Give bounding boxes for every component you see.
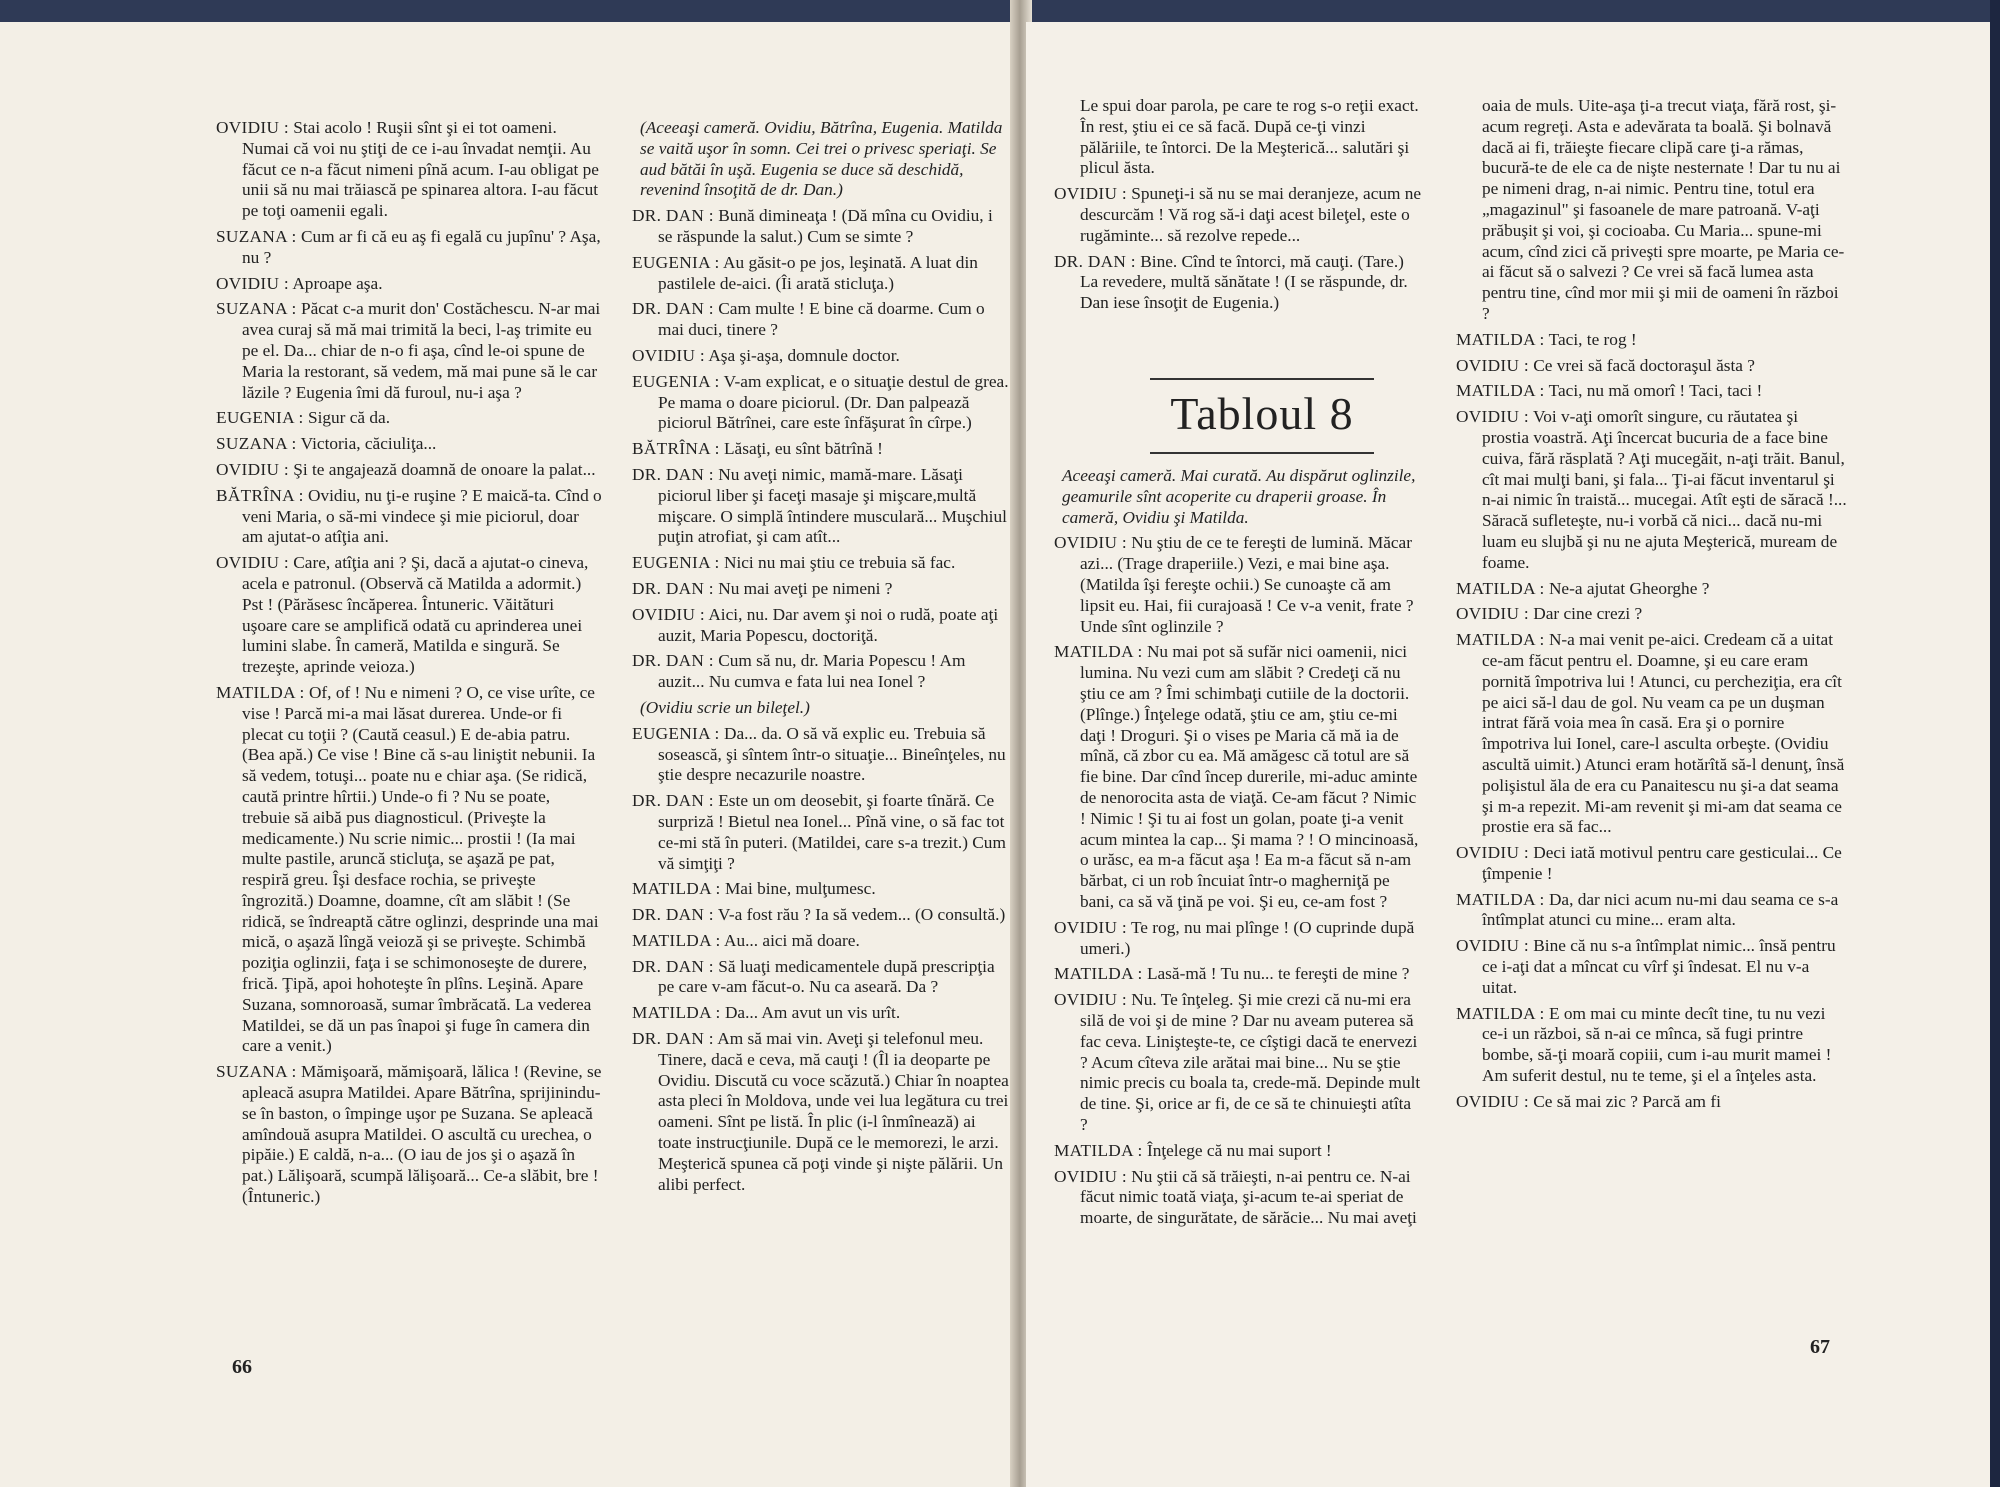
speaker-name: DR. DAN : [632, 791, 714, 811]
dialogue-line [1054, 184, 1422, 246]
dialogue-line [1456, 890, 1848, 932]
speaker-name: SUZANA : [216, 299, 297, 319]
speaker-name: OVIDIU : [1456, 355, 1529, 375]
speaker-name: OVIDIU : [1456, 604, 1529, 624]
dialogue-line [1456, 407, 1848, 573]
dialogue-text: Taci, nu mă omorî ! Taci, taci ! [1544, 381, 1763, 401]
speaker-name: MATILDA : [1456, 889, 1545, 909]
dialogue-text: Da... da. O să vă explic eu. Trebuia să sosească, şi sîntem într-o situaţie... Bineînţeles, nu ştie despre necazurile noastre. [658, 723, 1006, 785]
speaker-name: DR. DAN : [632, 578, 714, 598]
speaker-name: DR. DAN : [632, 206, 714, 226]
dialogue-text: Spuneţi-i să nu se mai deranjeze, acum ne descurcăm ! Vă rog să-i daţi acest bileţel, este o rugăminte... să rezolve repede... [1080, 184, 1422, 245]
dialogue-text: Nici nu mai ştiu ce trebuia să fac. [719, 553, 956, 573]
dialogue-line [632, 299, 1010, 341]
speaker-name: BĂTRÎNA : [216, 485, 304, 505]
dialogue-text: Da... Am avut un vis urît. [720, 1003, 901, 1023]
speaker-name: OVIDIU : [1456, 1091, 1529, 1111]
dialogue-text: Dar cine crezi ? [1528, 604, 1643, 624]
dialogue-line [632, 957, 1010, 999]
speaker-name: DR. DAN : [632, 651, 714, 671]
dialogue-line [216, 486, 602, 548]
dialogue-text: Deci iată motivul pentru care gesticulai... Ce ţîmpenie ! [1482, 843, 1842, 883]
speaker-name: OVIDIU : [1054, 533, 1127, 553]
speaker-name: SUZANA : [216, 434, 297, 454]
dialogue-line [632, 879, 1010, 900]
dialogue-text: Of, of ! Nu e nimeni ? O, ce vise urîte, ce vise ! Parcă mi-a mai lăsat durerea. Unde-or fi plecat cu toţii ? (Caută ceasul.) E de-abia patru. (Bea apă.) Ce vise ! Bine că s-au liniştit nebunii. Ia să vedem, totuşi... poate nu e chiar aşa. (Se ridică, caută printre hîrtii.) Unde-o fi ? Nu se poate, trebuie să aibă pus diagnosticul. (Priveşte la medicamente.) Nu scrie nimic... prostii ! (Ia mai multe pastile, aruncă sticluţa, se aşază pe pat, respiră greu. Îşi desface rochia, se priveşte îngrozită.) Doamne, doamne, cît am slăbit ! (Se ridică, se îndreaptă către oglinzi, desprinde una mai mică, o aşază lîngă veioză şi se priveşte. Schimbă poziţia oglinzii, faţa i se schimonoseşte de durere, frică. Ţipă, apoi hohoteşte în plîns. Leşină. Apare Suzana, somnoroasă, sumar îmbrăcată. La vederea Matildei, se dă un pas înapoi şi fuge în camera din care a venit.) [242, 682, 599, 1056]
speaker-name: DR. DAN : [632, 905, 714, 925]
speaker-name: MATILDA : [1456, 381, 1545, 401]
speaker-name: EUGENIA : [632, 371, 720, 391]
dialogue-text: Să luaţi medicamentele după prescripţia pe care v-am făcut-o. Nu ca aseară. Da ? [658, 956, 995, 997]
speaker-name: DR. DAN : [632, 1029, 714, 1049]
dialogue-line [1054, 533, 1422, 637]
dialogue-line [1456, 604, 1848, 625]
dialogue-line [216, 408, 602, 429]
dialogue-text: Mai bine, mulţumesc. [720, 879, 876, 899]
speaker-name: MATILDA : [1054, 642, 1143, 662]
dialogue-text: Aici, nu. Dar avem şi noi o rudă, poate aţi auzit, Maria Popescu, doctoriţă. [658, 604, 999, 645]
dialogue-text: Cam multe ! E bine că doarme. Cum o mai duci, tinere ? [658, 299, 985, 340]
dialogue-line [632, 553, 1010, 574]
dialogue-text: Bine că nu s-a întîmplat nimic... însă pentru ce i-aţi dat a mîncat cu vîrf şi îndesat. El nu v-a uitat. [1482, 936, 1836, 997]
dialogue-text: Am să mai vin. Aveţi şi telefonul meu. Tinere, dacă e ceva, mă cauţi ! (Îl ia deoparte pe Ovidiu. Discută cu voce scăzută.) Chiar în noaptea asta pleci în Moldova, unde vei lua legătura cu trei oameni. Sînt pe listă. În plic (i-l înmînează) ai toate instrucţiunile. După ce le memorezi, le arzi. Meşterică spunea că poţi vinde şi nişte pălării. Un alibi perfect. [658, 1029, 1009, 1194]
dialogue-line [1456, 356, 1848, 377]
right-page-column-2 [1456, 96, 1848, 1118]
speaker-name: EUGENIA : [632, 723, 720, 743]
dialogue-text: Cum ar fi că eu aş fi egală cu jupînu' ? Aşa, nu ? [242, 226, 601, 267]
continued-line: Le spui doar parola, pe care te rog s-o reţii exact. În rest, ştiu ei ce să facă. După ce-ţi vinzi pălăriile, te întorci. De la Meşterică... salutări şi plicul ăsta. [1080, 96, 1419, 178]
speaker-name: OVIDIU : [632, 604, 705, 624]
dialogue-text: Nu mai pot să sufăr nici oamenii, nici lumina. Nu vezi cum am slăbit ? Credeţi că nu ştiu ce am ? Îmi schimbaţi cutiile de la doctorii. (Plînge.) Înţelege odată, ştiu ce am, ştiu ce-mi daţi ! Droguri. Şi o vises pe Maria că mă ia de mînă, că zbor cu ea. Mă amăgesc că totul are să fie bine. Dar cînd încep durerile, mi-aduc aminte de nenorocita asta de viaţă. Ce-am făcut ? Nimic ! Nimic ! Şi tu ai fost un golan, poate ţi-a venit acum mintea la cap... Şi mama ? ! O mincinoasă, o urăsc, ea m-a făcut aşa ! Ea m-a făcut să n-am bărbat, ci un rob încuiat într-o magherniţă pe bani, ca să vă ţină pe voi. Şi eu, ce-am fost ? [1080, 642, 1419, 911]
dialogue-line [1054, 918, 1422, 960]
speaker-name: OVIDIU : [216, 118, 289, 137]
dialogue-text: Au găsit-o pe jos, leşinată. A luat din pastilele de-aici. (Îi arată sticluţa.) [658, 252, 978, 293]
right-page-column-1-top [1054, 96, 1422, 319]
dialogue-line [216, 1062, 602, 1208]
dialogue-text: Taci, te rog ! [1544, 329, 1637, 349]
dialogue-text: E om mai cu minte decît tine, tu nu vezi ce-i un război, să n-ai ce mînca, să fugi printre bombe, să-ţi moară copiii, cum i-au murit mamei ! Am suferit destul, nu te teme, şi el a înţeles asta. [1482, 1003, 1832, 1086]
stage-direction: (Ovidiu scrie un bileţel.) [640, 697, 810, 717]
dialogue-line [1054, 252, 1422, 314]
dialogue-line [1456, 579, 1848, 600]
speaker-name: MATILDA : [1054, 964, 1143, 984]
speaker-name: OVIDIU : [216, 459, 289, 479]
dialogue-text: Da, dar nici acum nu-mi dau seama ce s-a întîmplat atunci cu mine... eram alta. [1482, 889, 1839, 930]
dialogue-text: Victoria, căciuliţa... [296, 434, 437, 454]
dialogue-text: Mămişoară, mămişoară, lălica ! (Revine, se apleacă asupra Matildei. Apare Bătrîna, sprijinindu-se în baston, o împinge uşor pe Suzana. Se apleacă amîndouă asupra Matildei. O ascultă cu urechea, o pipăie.) E caldă, n-a... (O iau de jos şi o aşază în pat.) Lălişoară, scumpă lălişoară... Ce-a slăbit, bre ! (Întuneric.) [242, 1062, 602, 1207]
speaker-name: OVIDIU : [1054, 1166, 1127, 1186]
left-page-column-2 [632, 118, 1010, 1200]
dialogue-line [216, 299, 602, 403]
speaker-name: SUZANA : [216, 226, 297, 246]
speaker-name: MATILDA : [1456, 578, 1545, 598]
dialogue-text: Bine. Cînd te întorci, mă cauţi. (Tare.) La revedere, multă sănătate ! (I se răspunde, dr. Dan iese însoţit de Eugenia.) [1080, 251, 1408, 313]
stage-direction: Aceeaşi cameră. Mai curată. Au dispărut oglinzile, geamurile sînt acoperite cu draperii groase. În cameră, Ovidiu şi Matilda. [1062, 466, 1416, 527]
dialogue-line [632, 579, 1010, 600]
dialogue-text: Ce să mai zic ? Parcă am fi [1528, 1091, 1721, 1111]
dialogue-text: Nu aveţi nimic, mamă-mare. Lăsaţi piciorul liber şi faceţi masaje şi mişcare,multă mişcare. O simplă întindere musculară... Muşchiul puţin atrofiat, şi cam atît... [658, 464, 1007, 547]
dialogue-line [632, 1003, 1010, 1024]
dialogue-text: Sigur că da. [303, 408, 391, 428]
speaker-name: DR. DAN : [632, 299, 714, 319]
dialogue-line [632, 651, 1010, 693]
speaker-name: OVIDIU : [1456, 936, 1529, 956]
speaker-name: MATILDA : [1456, 1003, 1545, 1023]
dialogue-text: Ovidiu, nu ţi-e ruşine ? E maică-ta. Cînd o veni Maria, o să-mi vindece şi mie piciorul, doar am ajutat-o atîţia ani. [242, 485, 602, 547]
speaker-name: MATILDA : [216, 682, 305, 702]
speaker-name: MATILDA : [632, 1003, 721, 1023]
speaker-name: MATILDA : [632, 879, 721, 899]
dialogue-text: Stai acolo ! Ruşii sînt şi ei tot oameni. Numai că voi nu ştiţi de ce i-au învadat nemţii. Au făcut ce n-a făcut nimeni pînă acum. I-au obligat pe unii să nu mai trăiască pe spinarea altora. I-au făcut pe toţi oamenii egali. [242, 118, 599, 221]
dialogue-text: Înţelege că nu mai suport ! [1142, 1140, 1332, 1160]
speaker-name: DR. DAN : [1054, 251, 1136, 271]
speaker-name: OVIDIU : [632, 345, 705, 365]
dialogue-text: Te rog, nu mai plînge ! (O cuprinde după umeri.) [1080, 917, 1415, 958]
dialogue-text: V-a fost rău ? Ia să vedem... (O consultă.) [713, 905, 1006, 925]
stage-direction: (Aceeaşi cameră. Ovidiu, Bătrîna, Eugenia. Matilda se vaită uşor în somn. Cei trei o privesc speriaţi. Se aud bătăi în uşă. Eugenia se duce să deschidă, revenind însoţită de dr. Dan.) [640, 118, 1003, 200]
dialogue-text: Voi v-aţi omorît singure, cu răutatea şi prostia voastră. Aţi încercat bucuria de a face bine cuiva, fără răsplată ? Aţi mucegăit, n-aţi trăit. Banul, cît mai mulţi bani, şi fala... Ţi-ai făcut inventarul şi n-ai nimic în traistă... mucegai. Atît eşti de săracă !... Săracă sufleteşte, nu-i vorbă că nici... dacă nu-mi luam eu slujbă şi nu ne ajuta Meşterică, muream de foame. [1482, 407, 1847, 572]
dialogue-text: Păcat c-a murit don' Costăchescu. N-ar mai avea curaj să mă mai trimită la beci, l-aş trimite eu pe el. Da... chiar de n-o fi aşa, cînd le-oi spune de Maria la restorant, să vedem, mă mai pune să le car lăzile ? Eugenia îmi dă furoul, nu-i aşa ? [242, 299, 601, 402]
scene-title: Tabloul 8 [1170, 388, 1354, 439]
dialogue-line [1456, 843, 1848, 885]
speaker-name: MATILDA : [632, 930, 721, 950]
speaker-name: DR. DAN : [632, 956, 714, 976]
dialogue-line [1054, 964, 1422, 985]
speaker-name: MATILDA : [1456, 329, 1545, 349]
dialogue-line [632, 724, 1010, 786]
dialogue-text: Nu ştiu de ce te fereşti de lumină. Măcar azi... (Trage draperiile.) Vezi, e mai bine aşa. (Matilda îşi fereşte ochii.) Se cunoaşte că am lipsit eu. Hai, fii curajoasă ! Ce v-a venit, frate ? Unde sînt oglinzile ? [1080, 533, 1414, 636]
dialogue-text: Care, atîţia ani ? Şi, dacă a ajutat-o cineva, acela e patronul. (Observă că Matilda a adormit.) Pst ! (Părăsesc încăperea. Întuneric. Văitături uşoare care se amplifică odată cu aprinderea unei lumini slabe. În cameră, Matilda e singură. Se trezeşte, aprinde veioza.) [242, 553, 589, 677]
dialogue-line [216, 460, 602, 481]
dialogue-line [632, 465, 1010, 548]
dialogue-text: Au... aici mă doare. [720, 930, 860, 950]
dialogue-line [632, 1029, 1010, 1195]
page-number-left: 66 [232, 1356, 252, 1378]
dialogue-text: Bună dimineaţa ! (Dă mîna cu Ovidiu, i se răspunde la salut.) Cum se simte ? [658, 206, 993, 246]
speaker-name: BĂTRÎNA : [632, 439, 720, 459]
dialogue-line [1456, 330, 1848, 351]
dialogue-text: Lasă-mă ! Tu nu... te fereşti de mine ? [1142, 964, 1410, 984]
speaker-name: EUGENIA : [632, 553, 720, 573]
dialogue-line [632, 253, 1010, 295]
dialogue-line [1456, 1004, 1848, 1087]
speaker-name: OVIDIU : [1054, 917, 1127, 937]
dialogue-line [632, 439, 1010, 460]
dialogue-line [216, 274, 602, 295]
dialogue-line [1054, 1167, 1422, 1229]
dialogue-text: Nu ştii că să trăieşti, n-ai pentru ce. N-ai făcut nimic toată viaţa, şi-acum te-ai speriat de moarte, de singurătate, de sărăcie... Nu mai aveţi [1080, 1166, 1417, 1228]
dialogue-line [1054, 642, 1422, 912]
dialogue-line [632, 346, 1010, 367]
speaker-name: EUGENIA : [216, 408, 304, 428]
dialogue-text: Este un om deosebit, şi foarte tînără. Ce surpriză ! Bietul nea Ionel... Pînă vine, o să fac tot ce-mi stă în puteri. (Matildei, care s-a trezit.) Cum vă simţiţi ? [658, 791, 1006, 873]
dialogue-line [1456, 936, 1848, 998]
speaker-name: OVIDIU : [216, 273, 289, 293]
dialogue-text: Cum să nu, dr. Maria Popescu ! Am auzit... Nu cumva e fata lui nea Ionel ? [658, 651, 966, 692]
dialogue-text: Aproape aşa. [288, 273, 383, 293]
dialogue-line [216, 553, 602, 678]
speaker-name: SUZANA : [216, 1062, 297, 1082]
dialogue-line [1456, 630, 1848, 838]
left-page-column-1 [216, 118, 602, 1213]
dialogue-text: Lăsaţi, eu sînt bătrînă ! [719, 439, 883, 459]
dialogue-text: Ce vrei să facă doctoraşul ăsta ? [1528, 355, 1755, 375]
dialogue-line [632, 605, 1010, 647]
dialogue-line [1456, 1092, 1848, 1113]
dialogue-text: Ne-a ajutat Gheorghe ? [1544, 578, 1710, 598]
dialogue-line [216, 227, 602, 269]
dialogue-line [632, 791, 1010, 874]
background-edge [1990, 0, 2000, 1487]
dialogue-line [632, 931, 1010, 952]
dialogue-line [1054, 1141, 1422, 1162]
speaker-name: EUGENIA : [632, 252, 720, 272]
speaker-name: MATILDA : [1054, 1140, 1143, 1160]
dialogue-text: Nu mai aveţi pe nimeni ? [713, 578, 893, 598]
speaker-name: DR. DAN : [632, 464, 714, 484]
continued-line: oaia de muls. Uite-aşa ţi-a trecut viaţa, fără rost, şi-acum regreţi. Asta e adevărata ta boală. Şi bolnavă dacă ai fi, trăieşte fiecare clipă care ţi-a rămas, bucură-te de ele ca de nişte nesternate ! Dar tu nu ai pe nimeni drag, n-ai nimic. Pentru tine, totul era „magazinul" şi fasoanele de mare patroană. V-aţi prăbuşit şi voi, şi cocioaba. Cu Maria... spune-mi acum, cînd zici că priveşti spre moarte, pe Maria ce-ai făcut să o salvezi ? Ce vrei să facă lumea asta pentru tine, cînd mor mii şi mii de oameni în război ? [1482, 96, 1845, 323]
scene-title-box [1150, 378, 1374, 454]
speaker-name: OVIDIU : [1054, 184, 1127, 204]
dialogue-line [1456, 381, 1848, 402]
speaker-name: OVIDIU : [216, 553, 289, 573]
speaker-name: OVIDIU : [1456, 843, 1529, 863]
dialogue-line [216, 683, 602, 1057]
dialogue-text: V-am explicat, e o situaţie destul de grea. Pe mama o doare piciorul. (Dr. Dan palpează piciorul Bătrînei, care este înfăşurat în cîrpe.) [658, 371, 1009, 433]
dialogue-line [216, 434, 602, 455]
page-number-right: 67 [1810, 1336, 1830, 1358]
dialogue-text: Şi te angajează doamnă de onoare la palat... [288, 459, 596, 479]
dialogue-line [1054, 990, 1422, 1136]
right-page-column-1-bottom [1054, 466, 1422, 1234]
dialogue-text: N-a mai venit pe-aici. Credeam că a uitat ce-am făcut pentru el. Doamne, şi eu care eram pornită împotriva lui ! Atunci, cu percheziţia, era cît pe aici să-l dau de gol. Nu veam ca pe un duşman intrat fără voia mea în casă. Era şi o pornire împotriva lui Ionel, care-l asculta orbeşte. (Ovidiu ascultă uimit.) Atunci eram hotărîtă să-l denunţ, însă polişistul ăla de era cu Panaitescu nu şi-a dat seama şi m-a repezit. Mi-am revenit şi mi-am dat seama ce prostie era să fac... [1482, 630, 1845, 837]
speaker-name: OVIDIU : [1456, 407, 1529, 427]
dialogue-text: Aşa şi-aşa, domnule doctor. [704, 345, 900, 365]
dialogue-line [216, 118, 602, 222]
dialogue-line [632, 206, 1010, 248]
speaker-name: MATILDA : [1456, 630, 1545, 650]
dialogue-text: Nu. Te înţeleg. Şi mie crezi că nu-mi era silă de voi şi de mine ? Dar nu aveam puterea să fac ceva. Linişteşte-te, ce cîştigi dacă te enervezi ? Acum cîteva zile arătai mai bine... Nu se ştie nimic precis cu boala ta, crede-mă. Depinde mult de tine. Şi, orice ar fi, de ce să te chinuieşti atîta ? [1080, 990, 1421, 1134]
dialogue-line [632, 372, 1010, 434]
dialogue-line [632, 905, 1010, 926]
speaker-name: OVIDIU : [1054, 990, 1127, 1010]
